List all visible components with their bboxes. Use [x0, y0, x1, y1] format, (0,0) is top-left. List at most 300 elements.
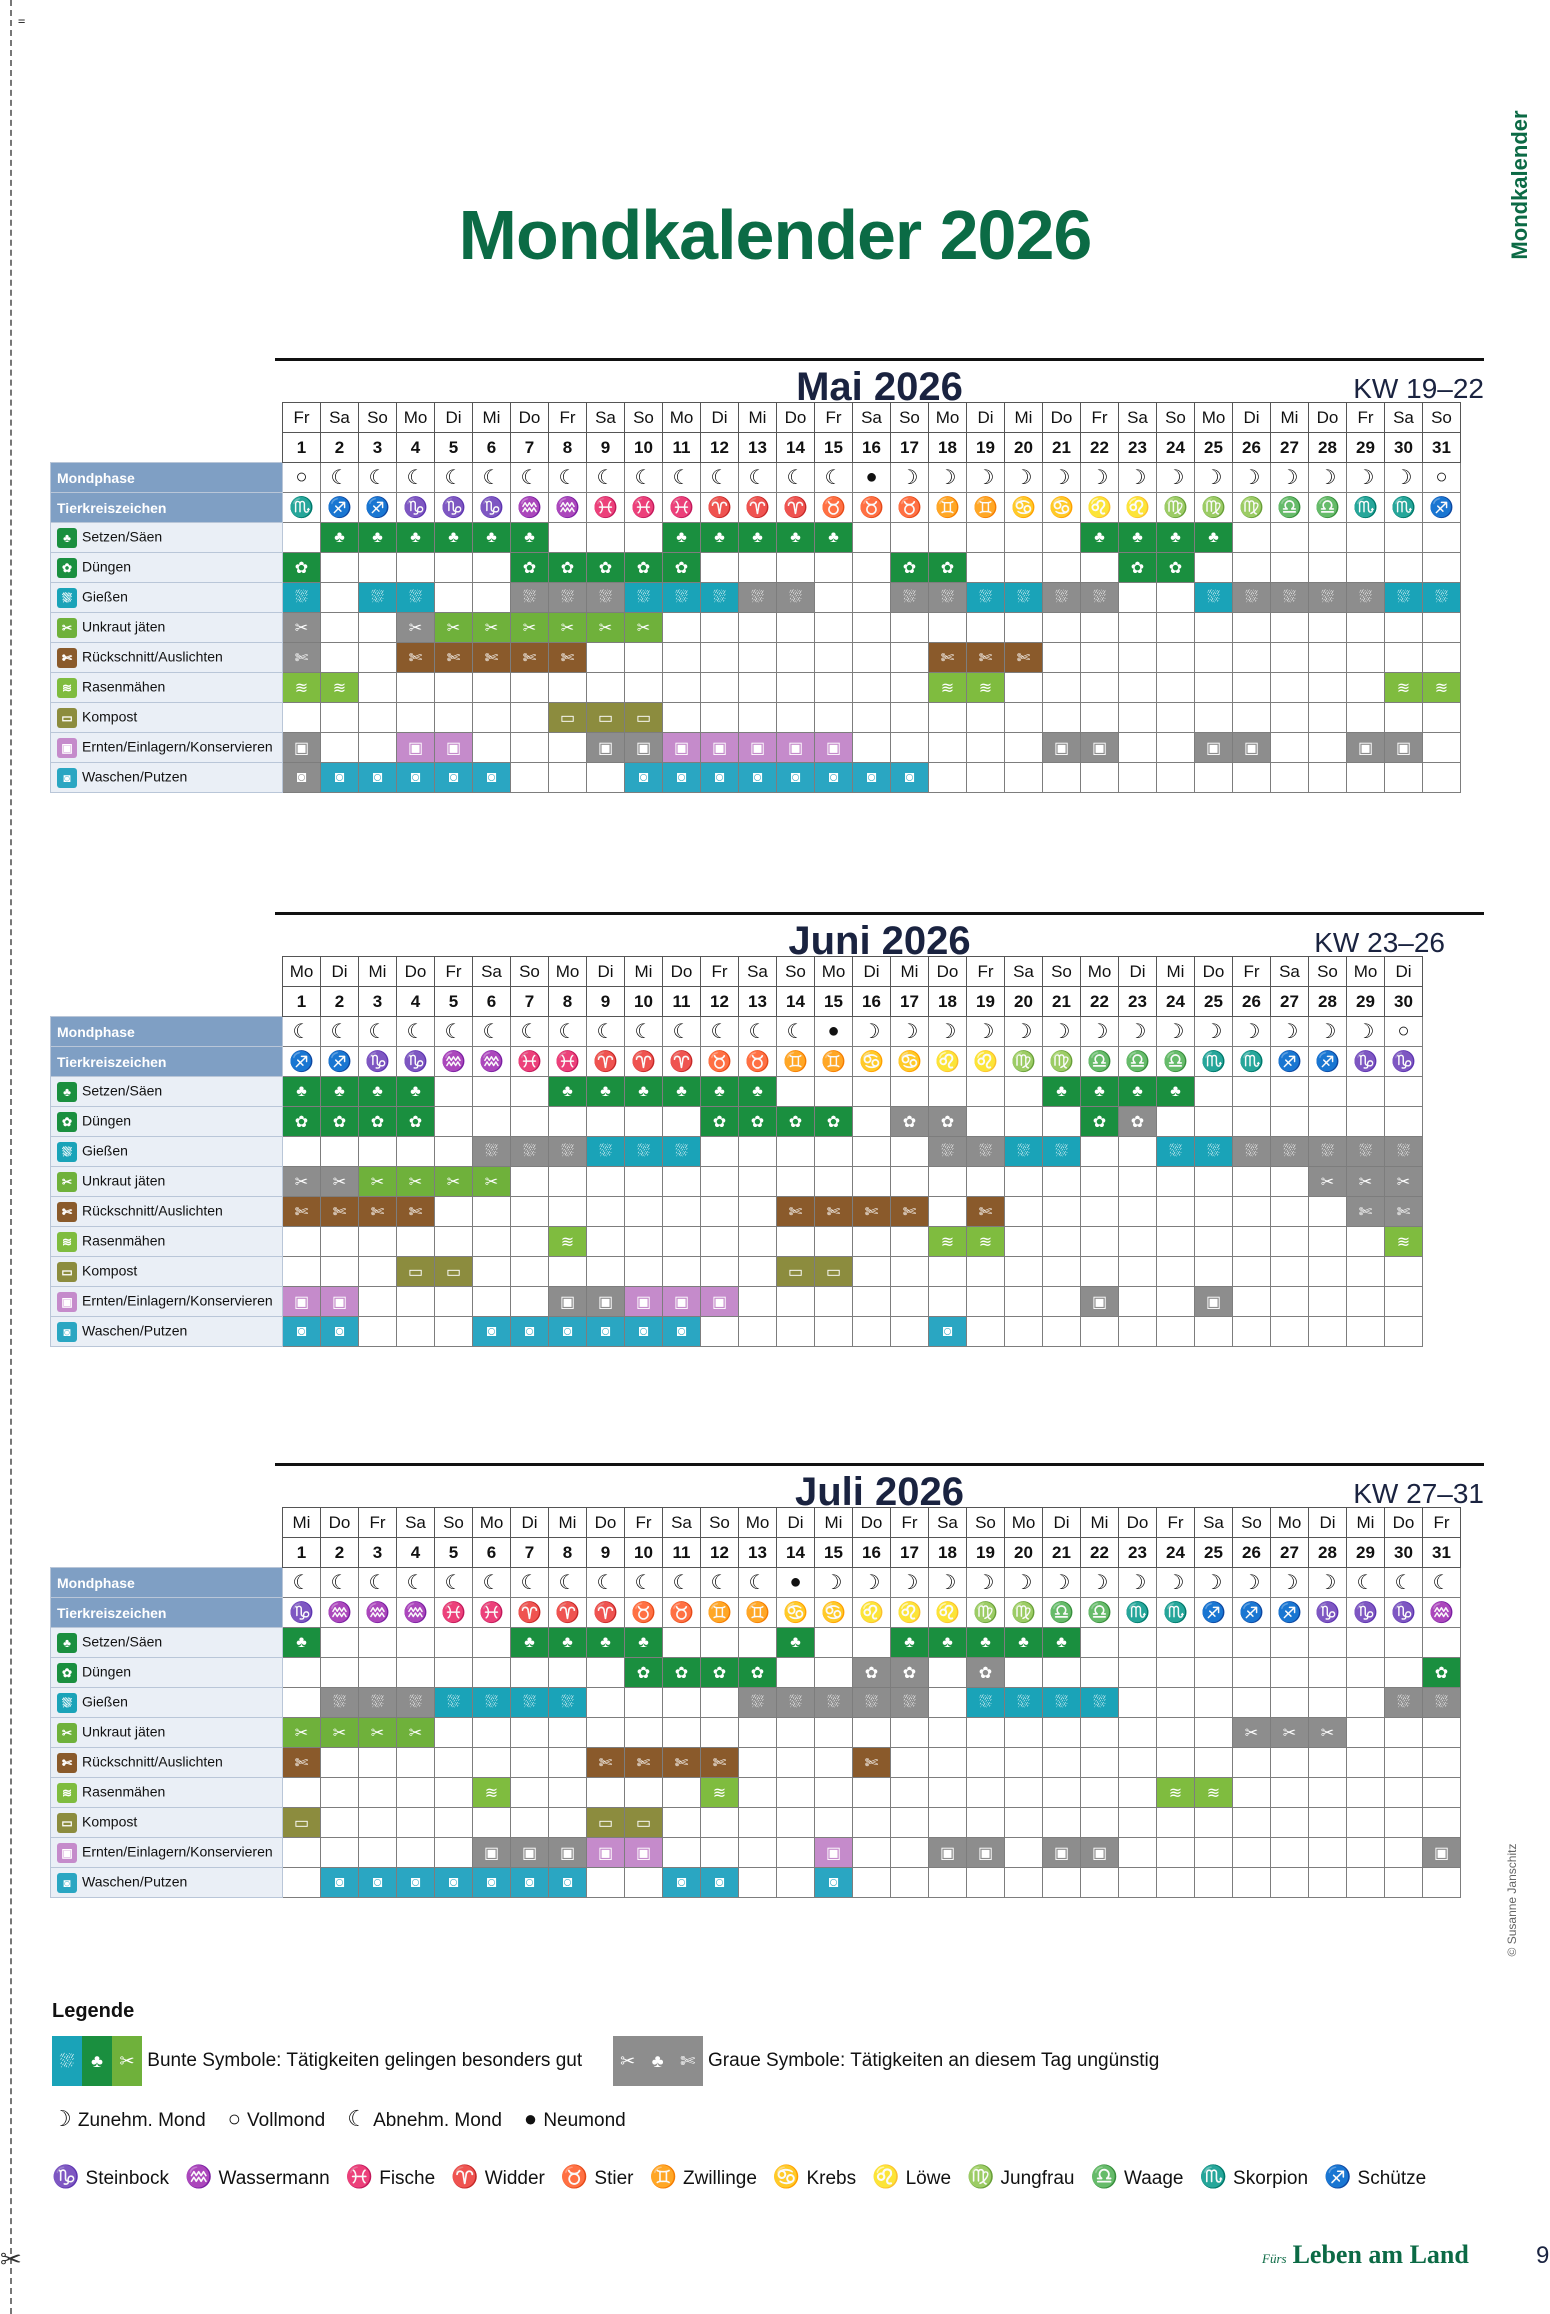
zodiac-icon: ♐: [1324, 2164, 1358, 2189]
ernten-unfavorable-icon: ▣: [283, 733, 321, 763]
waschen-favorable-icon: ◙: [663, 1868, 701, 1898]
moon-phase-icon: ☾: [511, 1568, 549, 1598]
empty-cell: [1309, 1808, 1347, 1838]
legend-zodiac-label: Waage: [1124, 2168, 1184, 2189]
empty-cell: [1195, 673, 1233, 703]
unkraut-unfavorable-icon: ✂: [1309, 1718, 1347, 1748]
empty-cell: [359, 1748, 397, 1778]
giessen-unfavorable-icon: ⛆: [1309, 583, 1347, 613]
day-number-cell: 4: [397, 1538, 435, 1568]
empty-cell: [1309, 1287, 1347, 1317]
unkraut-favorable-icon: ✂: [549, 613, 587, 643]
empty-cell: [1309, 1658, 1347, 1688]
activity-label-kompost: [51, 1808, 283, 1838]
weekday-cell: Di: [1119, 957, 1157, 987]
legend-zodiac-item: [185, 2164, 330, 2190]
rueck-favorable-icon: ✄: [473, 643, 511, 673]
zodiac-icon: ♓: [587, 493, 625, 523]
empty-cell: [815, 1287, 853, 1317]
brand-name: Leben am Land: [1292, 2240, 1469, 2269]
empty-cell: [663, 1227, 701, 1257]
empty-cell: [1233, 1748, 1271, 1778]
empty-cell: [435, 553, 473, 583]
empty-cell: [739, 1838, 777, 1868]
empty-cell: [1347, 643, 1385, 673]
legend-chip-3: ✂: [112, 2036, 142, 2086]
rueck-favorable-icon: ✄: [549, 643, 587, 673]
weekday-cell: Fr: [701, 957, 739, 987]
empty-cell: [1423, 643, 1461, 673]
empty-cell: [777, 1287, 815, 1317]
zodiac-icon: ♎: [1271, 493, 1309, 523]
empty-cell: [1043, 1287, 1081, 1317]
empty-cell: [321, 553, 359, 583]
rueck-favorable-icon: ✄: [701, 1748, 739, 1778]
empty-cell: [853, 1838, 891, 1868]
empty-cell: [1119, 1718, 1157, 1748]
day-number-cell: 18: [929, 433, 967, 463]
giessen-favorable-icon: ⛆: [587, 1137, 625, 1167]
empty-cell: [1081, 703, 1119, 733]
empty-cell: [739, 613, 777, 643]
activity-label-rueck: [51, 1748, 283, 1778]
weekday-cell: Sa: [1119, 403, 1157, 433]
empty-cell: [1157, 1718, 1195, 1748]
weekday-cell: Fr: [625, 1508, 663, 1538]
legend-zodiac-item: [1324, 2164, 1426, 2190]
empty-cell: [701, 613, 739, 643]
empty-cell: [1233, 1107, 1271, 1137]
moon-phase-icon: ☽: [1043, 1568, 1081, 1598]
empty-cell: [587, 643, 625, 673]
empty-cell: [1195, 1808, 1233, 1838]
empty-cell: [1081, 1868, 1119, 1898]
legend-zodiac-item: [52, 2164, 169, 2190]
ernten-unfavorable-icon: ▣: [549, 1287, 587, 1317]
empty-cell: [929, 1808, 967, 1838]
empty-cell: [701, 1137, 739, 1167]
giessen-favorable-icon: ⛆: [435, 1688, 473, 1718]
empty-cell: [1043, 1107, 1081, 1137]
empty-cell: [1195, 1688, 1233, 1718]
empty-cell: [359, 1317, 397, 1347]
day-number-cell: 21: [1043, 987, 1081, 1017]
ernten-unfavorable-icon: ▣: [511, 1838, 549, 1868]
empty-cell: [1081, 1748, 1119, 1778]
day-number-cell: 12: [701, 1538, 739, 1568]
zodiac-icon: ♑: [1347, 1047, 1385, 1077]
empty-cell: [283, 523, 321, 553]
giessen-unfavorable-icon: ⛆: [1271, 583, 1309, 613]
empty-cell: [1423, 1778, 1461, 1808]
empty-cell: [1081, 1778, 1119, 1808]
day-number-cell: 3: [359, 987, 397, 1017]
empty-cell: [1423, 763, 1461, 793]
empty-cell: [283, 1137, 321, 1167]
moon-phase-icon: ☾: [283, 1017, 321, 1047]
day-number-cell: 23: [1119, 433, 1157, 463]
day-number-cell: 28: [1309, 433, 1347, 463]
giessen-favorable-icon: ⛆: [549, 1688, 587, 1718]
zodiac-icon: ♐: [321, 493, 359, 523]
weekday-cell: Do: [321, 1508, 359, 1538]
moon-phase-icon: ☽: [891, 463, 929, 493]
giessen-favorable-icon: ⛆: [701, 583, 739, 613]
empty-cell: [1043, 1778, 1081, 1808]
empty-cell: [777, 1808, 815, 1838]
giessen-unfavorable-icon: ⛆: [929, 583, 967, 613]
zodiac-icon: ♒: [473, 1047, 511, 1077]
empty-cell: [853, 733, 891, 763]
setzen-favorable-icon: ♣: [739, 1077, 777, 1107]
weekday-cell: Do: [397, 957, 435, 987]
empty-cell: [511, 1227, 549, 1257]
weekday-cell: Fr: [359, 1508, 397, 1538]
activity-label-text: Setzen/Säen: [82, 1082, 163, 1099]
legend-zodiac-label: Steinbock: [85, 2168, 169, 2189]
moon-phase-icon: ☽: [1043, 1017, 1081, 1047]
empty-cell: [397, 1628, 435, 1658]
weekday-cell: Mo: [1347, 957, 1385, 987]
giessen-unfavorable-icon: ⛆: [891, 583, 929, 613]
moon-phase-icon: ☽: [1195, 1017, 1233, 1047]
empty-cell: [359, 1287, 397, 1317]
day-number-cell: 8: [549, 433, 587, 463]
setzen-favorable-icon: ♣: [1043, 1628, 1081, 1658]
month-header: [275, 358, 1484, 409]
empty-cell: [1157, 1167, 1195, 1197]
giessen-favorable-icon: ⛆: [663, 583, 701, 613]
weekday-cell: Mi: [1271, 403, 1309, 433]
empty-cell: [625, 1227, 663, 1257]
unkraut-favorable-icon: ✂: [473, 1167, 511, 1197]
empty-cell: [967, 1077, 1005, 1107]
activity-label-duengen: [51, 1107, 283, 1137]
zodiac-icon: ♈: [587, 1047, 625, 1077]
empty-cell: [1347, 1257, 1385, 1287]
duengen-favorable-icon: ✿: [891, 553, 929, 583]
weekday-cell: Di: [777, 1508, 815, 1538]
zodiac-icon: ♉: [853, 493, 891, 523]
rasen-favorable-icon: ≋: [1385, 1227, 1423, 1257]
rueck-favorable-icon: ✄: [1005, 643, 1043, 673]
legend-colored-text: Bunte Symbole: Tätigkeiten gelingen besonders gut: [147, 2050, 583, 2072]
waschen-favorable-icon: ◙: [663, 763, 701, 793]
legend-chip-2: ♣: [82, 2036, 112, 2086]
empty-cell: [587, 1688, 625, 1718]
giessen-icon: ⛆: [57, 588, 77, 608]
day-number-cell: 4: [397, 987, 435, 1017]
day-number-cell: 29: [1347, 987, 1385, 1017]
legend-zodiac-item: [451, 2164, 545, 2190]
duengen-favorable-icon: ✿: [701, 1107, 739, 1137]
zodiac-icon: ♓: [345, 2164, 380, 2189]
rasen-favorable-icon: ≋: [1385, 673, 1423, 703]
empty-cell: [1195, 763, 1233, 793]
empty-cell: [891, 733, 929, 763]
duengen-icon: ✿: [57, 1663, 77, 1683]
empty-cell: [853, 553, 891, 583]
moon-phase-icon: ☾: [473, 1017, 511, 1047]
legend-zodiac-label: Wassermann: [218, 2168, 330, 2189]
empty-cell: [1309, 553, 1347, 583]
activity-label-text: Ernten/Einlagern/Konservieren: [82, 1843, 273, 1860]
empty-cell: [1081, 763, 1119, 793]
kompost-icon: ▭: [57, 708, 77, 728]
setzen-favorable-icon: ♣: [701, 523, 739, 553]
moon-phase-icon: ☾: [397, 463, 435, 493]
duengen-icon: ✿: [57, 558, 77, 578]
unkraut-favorable-icon: ✂: [473, 613, 511, 643]
ernten-icon: ▣: [57, 1843, 77, 1863]
empty-cell: [1347, 1718, 1385, 1748]
ernten-unfavorable-icon: ▣: [1195, 1287, 1233, 1317]
giessen-unfavorable-icon: ⛆: [397, 1688, 435, 1718]
day-number-cell: 13: [739, 1538, 777, 1568]
empty-cell: [1157, 1257, 1195, 1287]
rueck-favorable-icon: ✄: [967, 1197, 1005, 1227]
day-number-cell: 15: [815, 433, 853, 463]
empty-cell: [891, 1778, 929, 1808]
zodiac-icon: ♊: [649, 2164, 683, 2189]
empty-cell: [1385, 763, 1423, 793]
activity-label-text: Kompost: [82, 708, 138, 725]
empty-cell: [853, 1778, 891, 1808]
empty-cell: [321, 1748, 359, 1778]
moon-phase-icon: ☽: [1271, 1017, 1309, 1047]
setzen-favorable-icon: ♣: [625, 1628, 663, 1658]
activity-label-rueck: [51, 1197, 283, 1227]
moon-phase-icon: ☽: [891, 1568, 929, 1598]
weekday-cell: Sa: [1005, 957, 1043, 987]
waschen-icon: ◙: [57, 1322, 77, 1342]
empty-cell: [1271, 1167, 1309, 1197]
day-number-cell: 26: [1233, 987, 1271, 1017]
legend-phase-label: Vollmond: [247, 2110, 326, 2131]
waschen-favorable-icon: ◙: [853, 763, 891, 793]
day-number-cell: 6: [473, 433, 511, 463]
ernten-icon: ▣: [57, 1292, 77, 1312]
zodiac-icon: ♈: [587, 1598, 625, 1628]
moon-phase-icon: ☽: [1157, 463, 1195, 493]
empty-cell: [777, 1868, 815, 1898]
moon-phase-icon: ☽: [1005, 1568, 1043, 1598]
empty-cell: [929, 523, 967, 553]
zodiac-icon: ♓: [473, 1598, 511, 1628]
empty-cell: [1233, 1257, 1271, 1287]
waschen-favorable-icon: ◙: [435, 763, 473, 793]
empty-cell: [1271, 1287, 1309, 1317]
zodiac-icon: ♎: [1090, 2164, 1124, 2189]
zodiac-icon: ♎: [1081, 1047, 1119, 1077]
empty-cell: [359, 643, 397, 673]
empty-cell: [1347, 613, 1385, 643]
zodiac-icon: ♋: [1005, 493, 1043, 523]
empty-cell: [1081, 613, 1119, 643]
weekday-cell: Di: [1309, 1508, 1347, 1538]
zodiac-icon: ♉: [815, 493, 853, 523]
moon-phase-icon: ☾: [739, 463, 777, 493]
setzen-favorable-icon: ♣: [815, 523, 853, 553]
day-number-cell: 27: [1271, 433, 1309, 463]
empty-cell: [1309, 733, 1347, 763]
empty-cell: [321, 1137, 359, 1167]
rueck-unfavorable-icon: ✄: [1347, 1197, 1385, 1227]
empty-cell: [1005, 703, 1043, 733]
activity-label-rueck: [51, 643, 283, 673]
day-number-cell: 28: [1309, 1538, 1347, 1568]
zodiac-icon: ♉: [625, 1598, 663, 1628]
empty-cell: [321, 643, 359, 673]
kompost-favorable-icon: ▭: [815, 1257, 853, 1287]
setzen-favorable-icon: ♣: [777, 523, 815, 553]
empty-cell: [435, 1718, 473, 1748]
empty-cell: [777, 1227, 815, 1257]
empty-cell: [1423, 523, 1461, 553]
day-number-cell: 5: [435, 1538, 473, 1568]
weekday-cell: Do: [1385, 1508, 1423, 1538]
empty-cell: [1347, 1227, 1385, 1257]
empty-cell: [815, 613, 853, 643]
zodiac-icon: ♌: [891, 1598, 929, 1628]
empty-cell: [1423, 703, 1461, 733]
moon-phase-icon: ☽: [1309, 463, 1347, 493]
empty-cell: [587, 1778, 625, 1808]
empty-cell: [929, 1197, 967, 1227]
empty-cell: [891, 1718, 929, 1748]
empty-cell: [1271, 1107, 1309, 1137]
empty-cell: [511, 1748, 549, 1778]
moon-phase-icon: ☽: [1309, 1017, 1347, 1047]
giessen-unfavorable-icon: ⛆: [587, 583, 625, 613]
weekday-cell: Mi: [815, 1508, 853, 1538]
zodiac-icon: ♓: [663, 493, 701, 523]
giessen-unfavorable-icon: ⛆: [777, 1688, 815, 1718]
ernten-favorable-icon: ▣: [815, 1838, 853, 1868]
moon-phase-icon: ☾: [815, 463, 853, 493]
unkraut-favorable-icon: ✂: [359, 1718, 397, 1748]
moon-phase-icon: ☽: [929, 1017, 967, 1047]
day-number-cell: 2: [321, 433, 359, 463]
moon-phase-icon: ☾: [359, 1568, 397, 1598]
duengen-unfavorable-icon: ✿: [1119, 1107, 1157, 1137]
setzen-favorable-icon: ♣: [777, 1628, 815, 1658]
setzen-icon: ♣: [57, 528, 77, 548]
empty-cell: [587, 1107, 625, 1137]
day-number-cell: 24: [1157, 987, 1195, 1017]
rasen-favorable-icon: ≋: [321, 673, 359, 703]
empty-cell: [1347, 1287, 1385, 1317]
day-number-cell: 20: [1005, 433, 1043, 463]
ernten-unfavorable-icon: ▣: [473, 1838, 511, 1868]
empty-cell: [1195, 1317, 1233, 1347]
moon-phase-icon: ☾: [359, 463, 397, 493]
empty-cell: [663, 1778, 701, 1808]
weekday-cell: Di: [1233, 403, 1271, 433]
moon-phase-icon: ☾: [663, 1017, 701, 1047]
empty-cell: [1195, 1077, 1233, 1107]
moon-phase-icon: ☾: [549, 1568, 587, 1598]
rasen-favorable-icon: ≋: [701, 1778, 739, 1808]
empty-cell: [473, 1077, 511, 1107]
empty-cell: [397, 1748, 435, 1778]
row-label: Tierkreiszeichen: [51, 493, 283, 523]
weekday-cell: Fr: [435, 957, 473, 987]
setzen-favorable-icon: ♣: [587, 1077, 625, 1107]
duengen-favorable-icon: ✿: [701, 1658, 739, 1688]
empty-cell: [777, 553, 815, 583]
empty-cell: [929, 1778, 967, 1808]
ernten-favorable-icon: ▣: [701, 733, 739, 763]
empty-cell: [1195, 1227, 1233, 1257]
zodiac-icon: ♐: [1271, 1047, 1309, 1077]
zodiac-icon: ♊: [739, 1598, 777, 1628]
empty-cell: [853, 523, 891, 553]
setzen-favorable-icon: ♣: [549, 1628, 587, 1658]
day-number-cell: 3: [359, 1538, 397, 1568]
kompost-favorable-icon: ▭: [777, 1257, 815, 1287]
empty-cell: [549, 1718, 587, 1748]
moon-phase-icon: ☽: [1195, 463, 1233, 493]
rueck-favorable-icon: ✄: [663, 1748, 701, 1778]
empty-cell: [1157, 1868, 1195, 1898]
activity-label-ernten: [51, 1838, 283, 1868]
duengen-favorable-icon: ✿: [777, 1107, 815, 1137]
weekday-cell: Fr: [815, 403, 853, 433]
kompost-favorable-icon: ▭: [587, 1808, 625, 1838]
moon-phase-icon: ☾: [739, 1568, 777, 1598]
empty-cell: [473, 1748, 511, 1778]
top-mark: =: [18, 14, 26, 28]
legend-title: Legende: [52, 2000, 135, 2022]
giessen-unfavorable-icon: ⛆: [549, 1137, 587, 1167]
moon-phase-icon: ☽: [1347, 1017, 1385, 1047]
empty-cell: [1309, 613, 1347, 643]
setzen-favorable-icon: ♣: [359, 523, 397, 553]
day-number-cell: 12: [701, 987, 739, 1017]
ernten-favorable-icon: ▣: [321, 1287, 359, 1317]
empty-cell: [435, 1107, 473, 1137]
setzen-icon: ♣: [57, 1082, 77, 1102]
empty-cell: [549, 673, 587, 703]
setzen-favorable-icon: ♣: [1119, 523, 1157, 553]
empty-cell: [929, 763, 967, 793]
activity-label-rasen: [51, 673, 283, 703]
day-number-cell: 5: [435, 433, 473, 463]
day-number-cell: 17: [891, 987, 929, 1017]
empty-cell: [359, 1137, 397, 1167]
empty-cell: [1157, 1688, 1195, 1718]
legend-chip-1: ⛆: [52, 2036, 82, 2086]
kompost-favorable-icon: ▭: [625, 1808, 663, 1838]
weekday-cell: Sa: [929, 1508, 967, 1538]
setzen-favorable-icon: ♣: [663, 523, 701, 553]
empty-cell: [1233, 1287, 1271, 1317]
giessen-favorable-icon: ⛆: [283, 583, 321, 613]
empty-cell: [739, 1778, 777, 1808]
activity-label-text: Düngen: [82, 558, 132, 575]
empty-cell: [1119, 1197, 1157, 1227]
weekday-cell: Do: [511, 403, 549, 433]
empty-cell: [701, 1167, 739, 1197]
unkraut-unfavorable-icon: ✂: [283, 1167, 321, 1197]
empty-cell: [853, 1808, 891, 1838]
empty-cell: [1233, 553, 1271, 583]
empty-cell: [1157, 673, 1195, 703]
day-number-cell: 2: [321, 987, 359, 1017]
empty-cell: [473, 1107, 511, 1137]
unkraut-unfavorable-icon: ✂: [1347, 1167, 1385, 1197]
